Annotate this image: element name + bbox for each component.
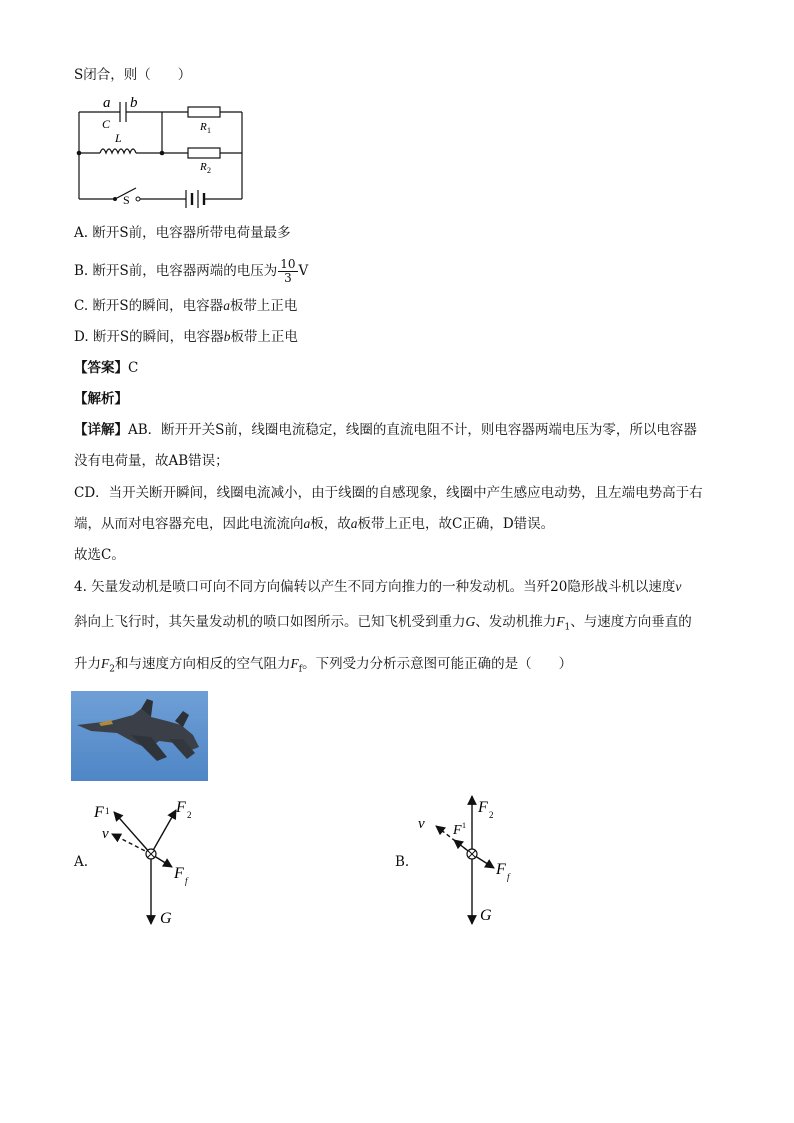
q4-option-a-label: A. <box>74 854 89 870</box>
a-label-Ff: F <box>174 865 184 882</box>
b-label-F1-sub: 1 <box>462 821 466 830</box>
a-label-F1-sub: 1 <box>105 806 110 816</box>
fraction: $\frac{10}{3}$ <box>280 257 296 285</box>
label-L: L <box>115 131 122 145</box>
fighter-jet-photo <box>71 691 208 781</box>
detail-line-1: 【详解】AB．断开开关S前，线圈电流稳定，线圈的直流电阻不计，则电容器两端电压为零，所以电容器 <box>74 422 697 438</box>
label-R2: R <box>200 161 207 173</box>
b-label-F1: F <box>453 823 462 838</box>
b-label-F2: F <box>478 799 488 816</box>
label-R2-sub: 2 <box>207 166 211 175</box>
label-a: a <box>103 95 111 111</box>
detail-line-3: CD．当开关断开瞬间，线圈电流减小，由于线圈的自感现象，线圈中产生感应电动势，且左端电势高于右 <box>74 485 703 501</box>
answer-line: 【答案】C <box>74 360 139 376</box>
label-C: C <box>102 117 111 131</box>
a-label-F1: F <box>94 804 104 821</box>
q4-option-b-label: B. <box>395 854 410 870</box>
a-label-Ff-sub: f <box>185 876 188 886</box>
q4-line-1: 4. 矢量发动机是喷口可向不同方向偏转以产生不同方向推力的一种发动机。当歼20隐形战斗机以速度v <box>74 579 682 595</box>
circuit-diagram <box>70 92 250 212</box>
force-diagram-b <box>410 790 530 930</box>
option-c: C. 断开S的瞬间，电容器a板带上正电 <box>74 298 298 314</box>
b-label-Ff: F <box>496 861 506 878</box>
b-label-Ff-sub: f <box>507 872 510 882</box>
q3-stem-tail: S闭合，则（ ） <box>74 67 192 83</box>
option-b: B. 断开S前，电容器两端的电压为 $\frac{10}{3}$ V <box>74 257 309 285</box>
b-label-F2-sub: 2 <box>489 810 494 820</box>
a-label-F2-sub: 2 <box>187 810 192 820</box>
label-b: b <box>130 95 138 111</box>
label-S: S <box>123 193 130 207</box>
detail-line-4: 端，从而对电容器充电，因此电流流向a板，故a板带上正电，故C正确，D错误。 <box>74 516 555 532</box>
conclusion: 故选C。 <box>74 547 125 563</box>
a-label-G: G <box>160 910 172 927</box>
q4-line-3: 升力$F_2$和与速度方向相反的空气阻力$F_f$。下列受力分析示意图可能正确的是（ ） <box>74 656 573 675</box>
analysis-tag: 【解析】 <box>74 391 128 407</box>
label-R1-sub: 1 <box>207 126 211 135</box>
detail-line-2: 没有电荷量，故AB错误； <box>74 453 229 469</box>
force-diagram-a <box>88 790 218 930</box>
a-label-v: v <box>102 826 109 842</box>
a-label-F2: F <box>176 799 186 816</box>
q4-line-2: 斜向上飞行时，其矢量发动机的喷口如图所示。已知飞机受到重力G、发动机推力$F_1$、与速度方向垂直的 <box>74 614 692 633</box>
b-label-v: v <box>418 816 425 832</box>
option-d: D. 断开S的瞬间，电容器b板带上正电 <box>74 329 298 345</box>
label-R1: R <box>200 121 207 133</box>
option-a: A. 断开S前，电容器所带电荷量最多 <box>74 225 291 241</box>
b-label-G: G <box>480 907 492 924</box>
